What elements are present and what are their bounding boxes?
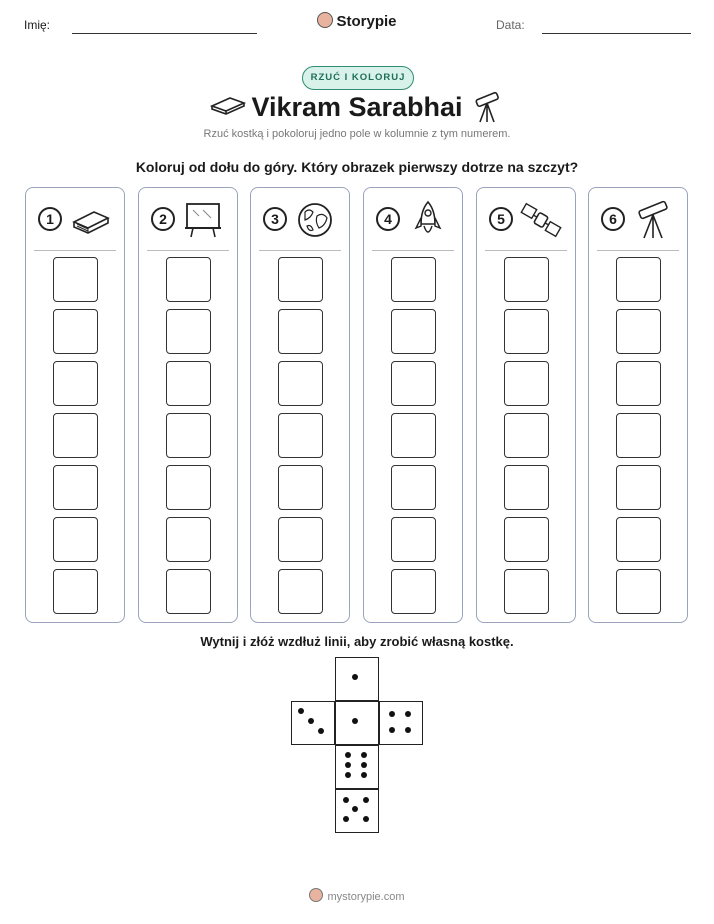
color-cell[interactable]: [278, 361, 323, 406]
color-cell[interactable]: [391, 257, 436, 302]
column-number: 5: [489, 207, 513, 231]
die-pip: [343, 797, 349, 803]
color-cell[interactable]: [278, 569, 323, 614]
die-face-6[interactable]: [335, 745, 379, 789]
color-cell[interactable]: [504, 309, 549, 354]
color-cell[interactable]: [166, 413, 211, 458]
color-cell[interactable]: [278, 517, 323, 562]
color-cell[interactable]: [616, 569, 661, 614]
color-cell[interactable]: [166, 517, 211, 562]
name-label: Imię:: [24, 18, 51, 32]
die-face-1-center[interactable]: [335, 701, 379, 745]
color-cell[interactable]: [504, 257, 549, 302]
color-cell[interactable]: [278, 309, 323, 354]
color-cell[interactable]: [616, 257, 661, 302]
page-title: Vikram Sarabhai: [251, 92, 463, 122]
color-cell[interactable]: [53, 569, 98, 614]
cutout-instruction: Wytnij i złóż wzdłuż linii, aby zrobić własną kostkę.: [200, 634, 514, 649]
color-cell[interactable]: [504, 465, 549, 510]
die-pip: [343, 816, 349, 822]
color-cell[interactable]: [391, 361, 436, 406]
instruction: Koloruj od dołu do góry. Który obrazek pierwszy dotrze na szczyt?: [135, 159, 579, 175]
divider: [147, 250, 229, 251]
chalkboard-icon: [181, 200, 225, 240]
globe-icon: [293, 200, 337, 240]
color-cell[interactable]: [504, 517, 549, 562]
column-2: [138, 187, 238, 623]
die-pip: [389, 727, 395, 733]
bear-icon: [317, 12, 333, 28]
color-cell[interactable]: [166, 569, 211, 614]
die-pip: [352, 718, 358, 724]
color-cell[interactable]: [166, 309, 211, 354]
color-cell[interactable]: [616, 413, 661, 458]
book-icon: [68, 200, 112, 240]
die-face-5[interactable]: [335, 789, 379, 833]
column-number: 4: [376, 207, 400, 231]
color-cell[interactable]: [53, 361, 98, 406]
die-pip: [318, 728, 324, 734]
color-cell[interactable]: [504, 413, 549, 458]
name-line[interactable]: [72, 33, 257, 34]
divider: [597, 250, 679, 251]
color-cell[interactable]: [391, 517, 436, 562]
die-pip: [405, 711, 411, 717]
color-cell[interactable]: [166, 465, 211, 510]
die-pip: [308, 718, 314, 724]
die-pip: [361, 762, 367, 768]
color-cell[interactable]: [166, 361, 211, 406]
divider: [485, 250, 567, 251]
color-cell[interactable]: [616, 361, 661, 406]
telescope-icon: [631, 200, 675, 240]
color-cell[interactable]: [166, 257, 211, 302]
date-label: Data:: [496, 18, 525, 32]
die-face-1-top[interactable]: [335, 657, 379, 701]
column-5: [476, 187, 576, 623]
color-cell[interactable]: [278, 257, 323, 302]
die-pip: [363, 797, 369, 803]
die-pip: [352, 674, 358, 680]
column-6: [588, 187, 688, 623]
date-line[interactable]: [542, 33, 691, 34]
die-face-4[interactable]: [379, 701, 423, 745]
die-pip: [345, 762, 351, 768]
color-cell[interactable]: [53, 309, 98, 354]
logo-text: Storypie: [336, 13, 397, 30]
color-cell[interactable]: [278, 465, 323, 510]
color-cell[interactable]: [391, 465, 436, 510]
column-number: 6: [601, 207, 625, 231]
column-4: [363, 187, 463, 623]
color-cell[interactable]: [278, 413, 323, 458]
footer: [0, 888, 714, 903]
color-cell[interactable]: [616, 517, 661, 562]
column-number: 2: [151, 207, 175, 231]
die-pip: [361, 772, 367, 778]
die-pip: [352, 806, 358, 812]
die-pip: [389, 711, 395, 717]
die-face-3[interactable]: [291, 701, 335, 745]
column-1: [25, 187, 125, 623]
die-pip: [345, 752, 351, 758]
color-cell[interactable]: [53, 517, 98, 562]
column-3: [250, 187, 350, 623]
rocket-icon: [406, 200, 450, 240]
column-number: 1: [38, 207, 62, 231]
color-cell[interactable]: [616, 465, 661, 510]
die-pip: [345, 772, 351, 778]
divider: [372, 250, 454, 251]
activity-badge: RZUĆ I KOLORUJ: [302, 66, 414, 90]
footer-url[interactable]: mystorypie.com: [327, 891, 405, 903]
die-pip: [298, 708, 304, 714]
subtitle: Rzuć kostką i pokoloruj jedno pole w kolumnie z tym numerem.: [203, 128, 511, 140]
telescope-icon: [472, 90, 502, 124]
die-pip: [361, 752, 367, 758]
color-cell[interactable]: [616, 309, 661, 354]
color-cell[interactable]: [391, 413, 436, 458]
bear-icon: [309, 888, 323, 902]
color-cell[interactable]: [504, 569, 549, 614]
column-number: 3: [263, 207, 287, 231]
logo: [0, 12, 714, 30]
satellite-icon: [519, 200, 563, 240]
die-pip: [363, 816, 369, 822]
color-cell[interactable]: [53, 257, 98, 302]
color-cell[interactable]: [53, 413, 98, 458]
divider: [34, 250, 116, 251]
divider: [259, 250, 341, 251]
color-cell[interactable]: [504, 361, 549, 406]
color-cell[interactable]: [391, 309, 436, 354]
die-pip: [405, 727, 411, 733]
color-cell[interactable]: [53, 465, 98, 510]
color-cell[interactable]: [391, 569, 436, 614]
